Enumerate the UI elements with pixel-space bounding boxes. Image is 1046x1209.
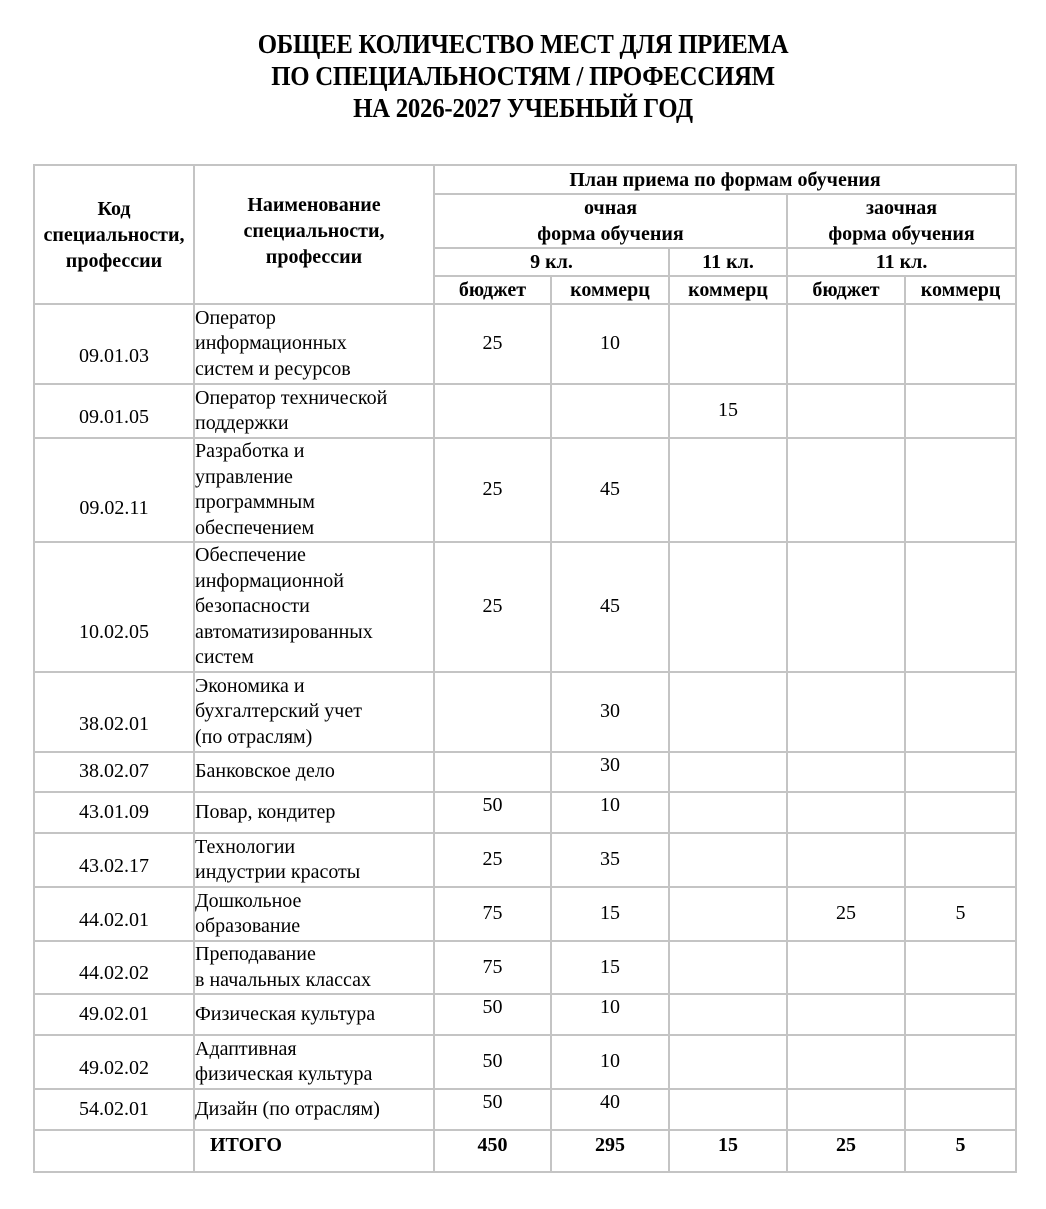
cell-c11	[669, 792, 787, 833]
cell-cz	[905, 941, 1016, 994]
cell-name: Обеспечение информационной безопасности автоматизированных систем	[194, 542, 434, 672]
cell-code: 49.02.01	[34, 994, 194, 1035]
cell-c9: 10	[551, 304, 669, 384]
cell-bz	[787, 941, 905, 994]
header-budget-9: бюджет	[434, 276, 551, 304]
cell-c11	[669, 752, 787, 792]
cell-c9: 40	[551, 1089, 669, 1130]
cell-c9: 15	[551, 887, 669, 941]
header-code: Код специальности, профессии	[34, 165, 194, 304]
cell-c9: 15	[551, 941, 669, 994]
total-c9: 295	[551, 1130, 669, 1172]
cell-b9	[434, 752, 551, 792]
cell-c9: 10	[551, 792, 669, 833]
cell-c9	[551, 384, 669, 438]
table-row	[34, 672, 1016, 752]
cell-b9	[434, 672, 551, 752]
cell-name: Банковское дело	[194, 752, 434, 792]
cell-c9: 45	[551, 542, 669, 672]
cell-b9	[434, 384, 551, 438]
cell-cz	[905, 438, 1016, 542]
cell-code: 44.02.01	[34, 887, 194, 941]
table-row	[34, 542, 1016, 672]
cell-cz	[905, 752, 1016, 792]
title-line-1: ОБЩЕЕ КОЛИЧЕСТВО МЕСТ ДЛЯ ПРИЕМА	[257, 29, 789, 59]
total-label: ИТОГО	[194, 1130, 434, 1172]
header-grade11-part: 11 кл.	[787, 248, 1016, 276]
cell-name: Физическая культура	[194, 994, 434, 1035]
cell-code: 54.02.01	[34, 1089, 194, 1130]
cell-c11	[669, 833, 787, 887]
table-row	[34, 384, 1016, 438]
cell-bz	[787, 752, 905, 792]
cell-code: 09.02.11	[34, 438, 194, 542]
cell-bz	[787, 542, 905, 672]
header-commerce-part: коммерц	[905, 276, 1016, 304]
cell-c11	[669, 994, 787, 1035]
cell-bz	[787, 1089, 905, 1130]
title-line-3: НА 2026-2027 УЧЕБНЫЙ ГОД	[353, 93, 693, 123]
cell-cz	[905, 672, 1016, 752]
cell-c11	[669, 1089, 787, 1130]
cell-b9: 50	[434, 1089, 551, 1130]
cell-c11	[669, 304, 787, 384]
cell-c9: 30	[551, 672, 669, 752]
cell-code: 38.02.07	[34, 752, 194, 792]
cell-cz: 5	[905, 887, 1016, 941]
cell-code: 38.02.01	[34, 672, 194, 752]
cell-c9: 30	[551, 752, 669, 792]
cell-cz	[905, 304, 1016, 384]
cell-name: Технологии индустрии красоты	[194, 833, 434, 887]
header-commerce-9: коммерц	[551, 276, 669, 304]
cell-code: 49.02.02	[34, 1035, 194, 1089]
header-grade9: 9 кл.	[434, 248, 669, 276]
header-full-time: очная форма обучения	[434, 194, 787, 248]
cell-cz	[905, 1035, 1016, 1089]
cell-b9: 50	[434, 994, 551, 1035]
table-row	[34, 752, 1016, 792]
cell-code	[34, 1130, 194, 1172]
total-cz: 5	[905, 1130, 1016, 1172]
header-plan: План приема по формам обучения	[434, 165, 1016, 194]
cell-c11	[669, 1035, 787, 1089]
cell-name: Оператор информационных систем и ресурсов	[194, 304, 434, 384]
cell-name: Преподавание в начальных классах	[194, 941, 434, 994]
header-grade11-full: 11 кл.	[669, 248, 787, 276]
cell-code: 09.01.03	[34, 304, 194, 384]
cell-c9: 10	[551, 1035, 669, 1089]
cell-name: Оператор технической поддержки	[194, 384, 434, 438]
cell-name: Дизайн (по отраслям)	[194, 1089, 434, 1130]
cell-b9: 75	[434, 887, 551, 941]
cell-c9: 10	[551, 994, 669, 1035]
cell-bz	[787, 672, 905, 752]
cell-b9: 50	[434, 1035, 551, 1089]
cell-c11: 15	[669, 384, 787, 438]
cell-name: Дошкольное образование	[194, 887, 434, 941]
table-row	[34, 438, 1016, 542]
cell-b9: 25	[434, 438, 551, 542]
admission-plan-table	[33, 164, 1017, 1173]
table-row	[34, 792, 1016, 833]
header-commerce-11: коммерц	[669, 276, 787, 304]
header-name: Наименование специальности, профессии	[194, 165, 434, 304]
cell-c9: 35	[551, 833, 669, 887]
cell-cz	[905, 542, 1016, 672]
cell-c11	[669, 672, 787, 752]
cell-cz	[905, 384, 1016, 438]
table-row	[34, 994, 1016, 1035]
cell-b9: 25	[434, 304, 551, 384]
cell-bz	[787, 304, 905, 384]
document-title	[42, 28, 1004, 124]
total-b9: 450	[434, 1130, 551, 1172]
total-c11: 15	[669, 1130, 787, 1172]
cell-name: Разработка и управление программным обеспечением	[194, 438, 434, 542]
table-row	[34, 833, 1016, 887]
cell-bz	[787, 994, 905, 1035]
cell-bz: 25	[787, 887, 905, 941]
cell-name: Адаптивная физическая культура	[194, 1035, 434, 1089]
title-line-2: ПО СПЕЦИАЛЬНОСТЯМ / ПРОФЕССИЯМ	[271, 61, 775, 91]
cell-bz	[787, 792, 905, 833]
cell-b9: 25	[434, 542, 551, 672]
cell-c11	[669, 941, 787, 994]
cell-cz	[905, 1089, 1016, 1130]
cell-bz	[787, 1035, 905, 1089]
cell-bz	[787, 384, 905, 438]
cell-name: Экономика и бухгалтерский учет (по отраслям)	[194, 672, 434, 752]
cell-name: Повар, кондитер	[194, 792, 434, 833]
cell-bz	[787, 438, 905, 542]
table-row	[34, 1035, 1016, 1089]
table-row	[34, 887, 1016, 941]
cell-cz	[905, 994, 1016, 1035]
total-row	[34, 1130, 1016, 1172]
cell-cz	[905, 833, 1016, 887]
cell-code: 43.01.09	[34, 792, 194, 833]
cell-b9: 75	[434, 941, 551, 994]
cell-c9: 45	[551, 438, 669, 542]
cell-code: 44.02.02	[34, 941, 194, 994]
header-part-time: заочная форма обучения	[787, 194, 1016, 248]
table-row	[34, 304, 1016, 384]
cell-b9: 25	[434, 833, 551, 887]
cell-bz	[787, 833, 905, 887]
total-bz: 25	[787, 1130, 905, 1172]
cell-code: 10.02.05	[34, 542, 194, 672]
cell-c11	[669, 438, 787, 542]
cell-code: 43.02.17	[34, 833, 194, 887]
cell-cz	[905, 792, 1016, 833]
header-budget-part: бюджет	[787, 276, 905, 304]
cell-c11	[669, 887, 787, 941]
cell-b9: 50	[434, 792, 551, 833]
table-row	[34, 941, 1016, 994]
cell-c11	[669, 542, 787, 672]
cell-code: 09.01.05	[34, 384, 194, 438]
table-row	[34, 1089, 1016, 1130]
